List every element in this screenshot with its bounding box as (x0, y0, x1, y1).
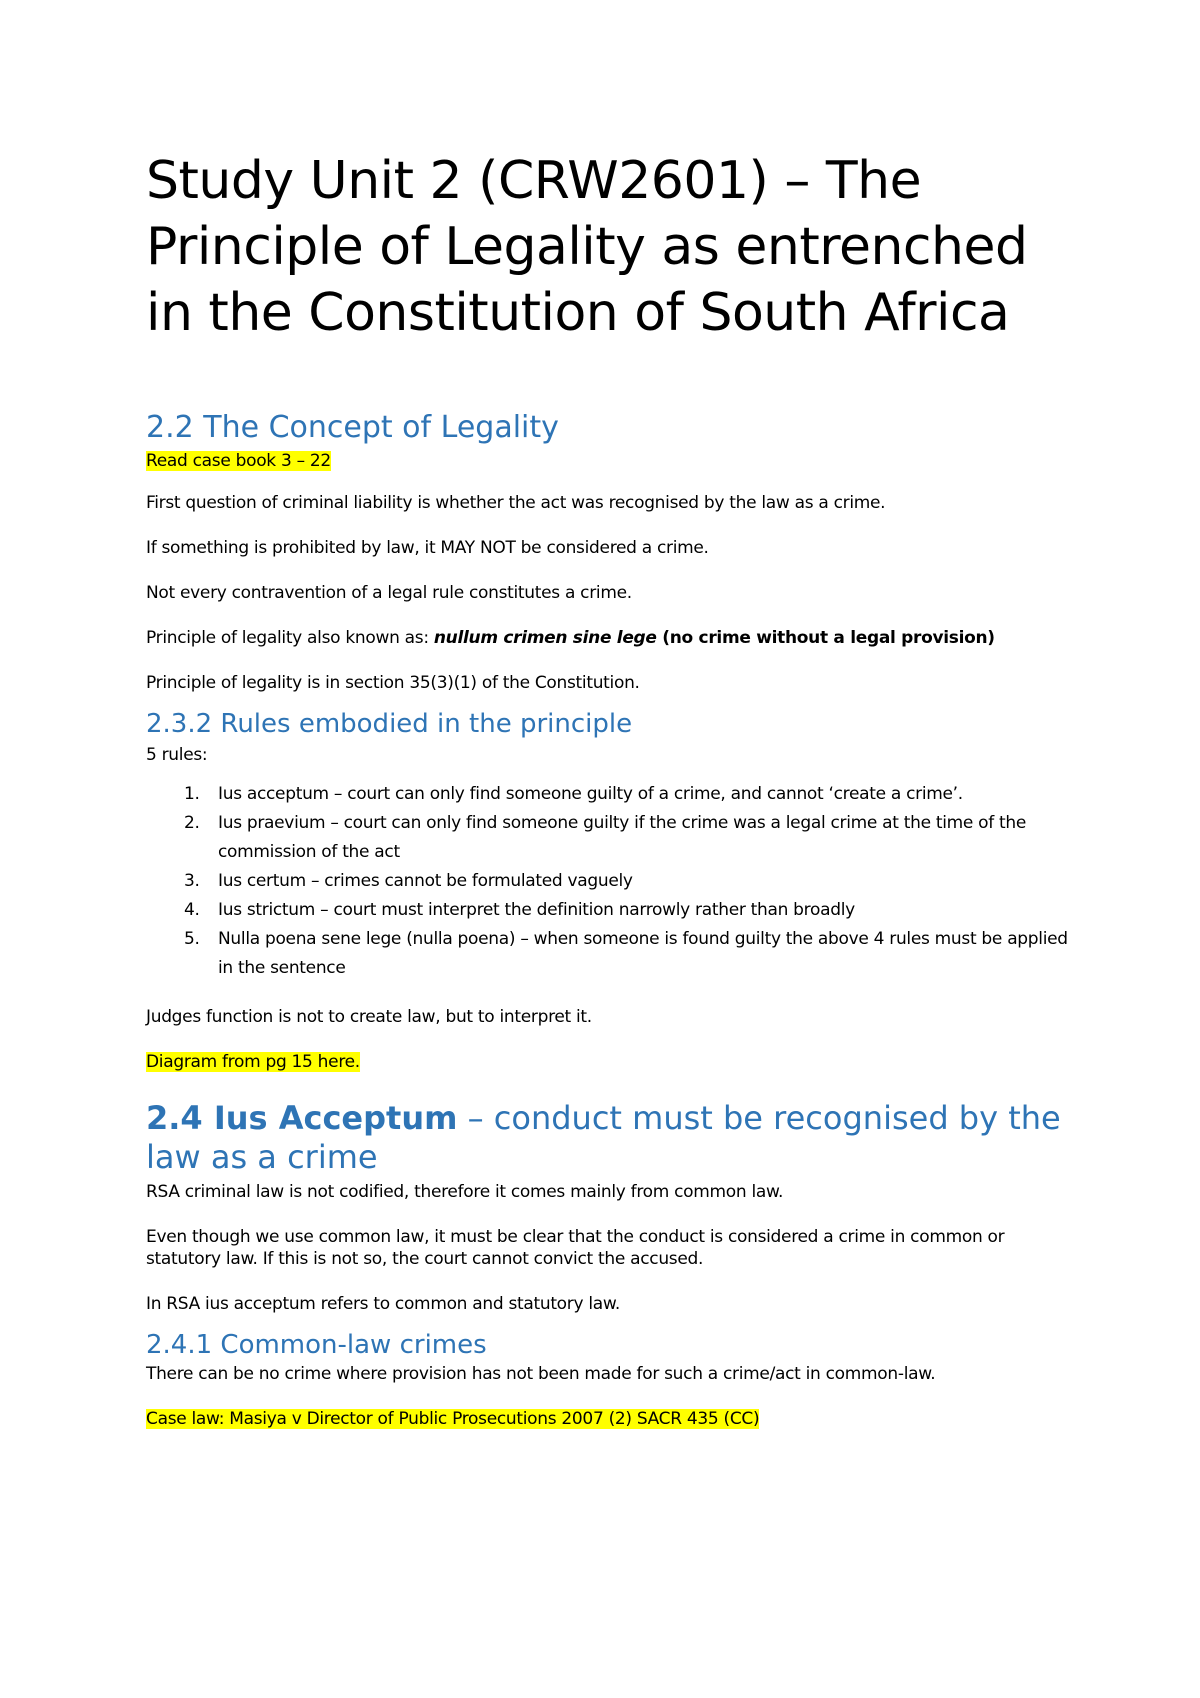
case-book-note (146, 450, 1076, 472)
paragraph-contravention: Not every contravention of a legal rule constitutes a crime. (146, 583, 632, 603)
highlighted-text: Case law: Masiya v Director of Public Prosecutions 2007 (2) SACR 435 (CC) (146, 1409, 760, 1429)
list-item-text: Ius praevium – court can only find someone guilty if the crime was a legal crime at the time of the commission of the act (218, 813, 1027, 862)
list-number: 5. (184, 929, 200, 949)
paragraph-prohibited: If something is prohibited by law, it MAY NOT be considered a crime. (146, 538, 709, 558)
legality-latin-term: nullum crimen sine lege (433, 628, 657, 648)
case-law-note (146, 1408, 1076, 1430)
paragraph-criminal-liability: First question of criminal liability is whether the act was recognised by the law as a crime. (146, 493, 886, 513)
list-item-text: Nulla poena sene lege (nulla poena) – when someone is found guilty the above 4 rules must be applied in the sentence (218, 929, 1068, 978)
list-item (146, 809, 1076, 867)
list-item (146, 780, 1076, 809)
legality-translation: (no crime without a legal provision) (656, 628, 995, 648)
paragraph-not-codified: RSA criminal law is not codified, therefore it comes mainly from common law. (146, 1182, 784, 1202)
heading-ius-acceptum-bold: 2.4 Ius Acceptum (146, 1099, 458, 1137)
document-title: Study Unit 2 (CRW2601) – The Principle of Legality as entrenched in the Constitution of South Africa (146, 151, 1028, 343)
list-number: 2. (184, 813, 200, 833)
rules-intro: 5 rules: (146, 745, 208, 765)
legality-prefix: Principle of legality also known as: (146, 628, 434, 648)
list-number: 4. (184, 900, 200, 920)
list-item (146, 867, 1076, 896)
heading-ius-acceptum-rest: – conduct must be recognised by the law as a crime (146, 1099, 1061, 1176)
heading-concept-of-legality: 2.2 The Concept of Legality (146, 410, 559, 445)
paragraph-no-crime-provision: There can be no crime where provision has not been made for such a crime/act in common-law. (146, 1364, 936, 1384)
list-item (146, 925, 1076, 983)
paragraph-judges-function: Judges function is not to create law, but to interpret it. (146, 1007, 592, 1027)
list-item-text: Ius acceptum – court can only find someone guilty of a crime, and cannot ‘create a crime’. (218, 784, 963, 804)
heading-rules-embodied: 2.3.2 Rules embodied in the principle (146, 709, 633, 739)
paragraph-ius-acceptum-rsa: In RSA ius acceptum refers to common and statutory law. (146, 1294, 621, 1314)
list-number: 1. (184, 784, 200, 804)
document-page (146, 148, 1076, 1453)
heading-common-law-crimes: 2.4.1 Common-law crimes (146, 1330, 487, 1360)
highlighted-text: Diagram from pg 15 here. (146, 1052, 360, 1072)
list-item-text: Ius certum – crimes cannot be formulated vaguely (218, 871, 633, 891)
diagram-note (146, 1051, 1076, 1073)
paragraph-legality-latin (146, 627, 1076, 649)
rules-list (146, 780, 1076, 983)
list-item-text: Ius strictum – court must interpret the definition narrowly rather than broadly (218, 900, 855, 920)
list-item (146, 896, 1076, 925)
heading-ius-acceptum (146, 1099, 1076, 1177)
paragraph-constitution-section: Principle of legality is in section 35(3)(1) of the Constitution. (146, 673, 640, 693)
highlighted-text: Read case book 3 – 22 (146, 451, 331, 471)
list-number: 3. (184, 871, 200, 891)
paragraph-common-law: Even though we use common law, it must be clear that the conduct is considered a crime in common or statutory law. If this is not so, the court cannot convict the accused. (146, 1227, 1005, 1269)
